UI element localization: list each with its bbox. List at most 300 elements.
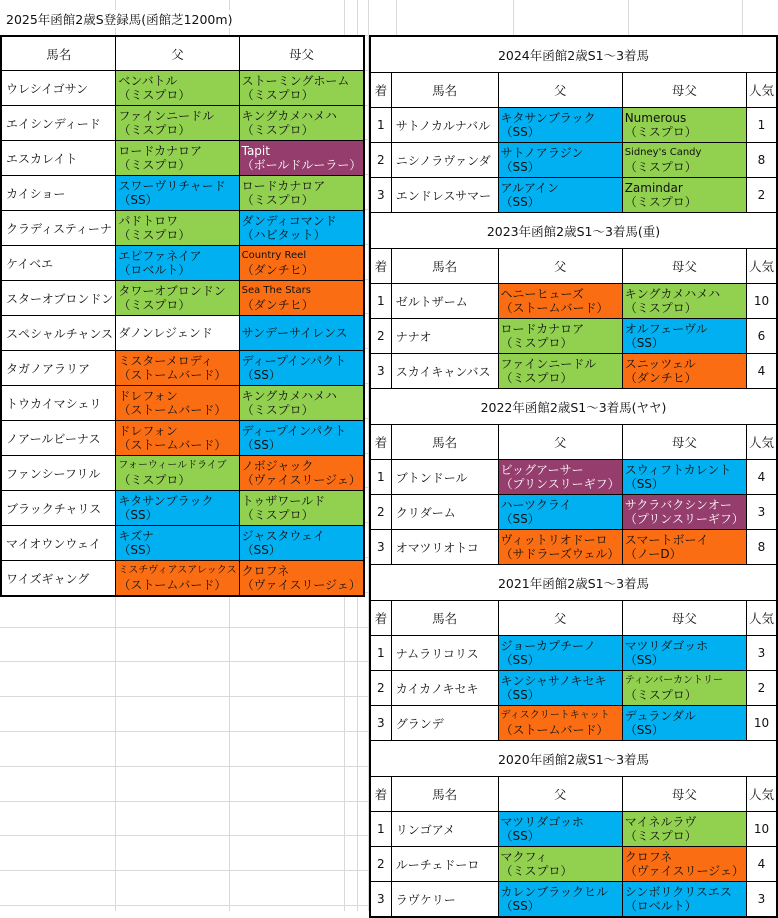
sire-cell	[116, 71, 239, 106]
popularity-rank: 4	[746, 847, 777, 882]
broodmare-sire-cell	[239, 141, 364, 176]
sire-cell-lineage: （SS）	[500, 125, 540, 139]
broodmare-sire-cell-name: スマートボーイ	[624, 533, 709, 547]
header-sire: 父	[116, 36, 239, 71]
header-rank: 着	[370, 249, 391, 284]
broodmare-sire-cell-name: ストーミングホーム	[241, 74, 350, 88]
broodmare-sire-cell-lineage: （ハビタット）	[241, 228, 326, 242]
broodmare-sire-cell	[622, 108, 746, 143]
header-popularity: 人気	[746, 601, 777, 636]
sire-cell	[498, 178, 622, 213]
registered-row	[1, 176, 364, 211]
popularity-rank: 3	[746, 882, 777, 918]
broodmare-sire-cell-lineage: （ミスプロ）	[241, 508, 314, 522]
broodmare-sire-cell-lineage: （ミスプロ）	[624, 829, 697, 843]
broodmare-sire-cell-lineage: （ミスプロ）	[241, 88, 314, 102]
broodmare-sire-cell-lineage: （ボールドルーラー）	[241, 158, 362, 172]
broodmare-sire-cell-name: デュランダル	[624, 709, 696, 723]
sire-cell-name: マツリダゴッホ	[500, 815, 584, 829]
broodmare-sire-cell-lineage: （ミスプロ）	[624, 301, 697, 315]
horse-name: ファンシーフリル	[1, 456, 116, 491]
broodmare-sire-cell-lineage: （ダンチヒ）	[241, 263, 314, 277]
header-broodmare-sire: 母父	[239, 36, 364, 71]
sire-cell-lineage: （ミスプロ）	[118, 228, 191, 242]
result-row	[370, 460, 777, 495]
broodmare-sire-cell-name: Numerous	[624, 111, 687, 125]
sire-cell-lineage: （SS）	[118, 508, 158, 522]
sire-cell	[116, 456, 239, 491]
horse-name: ブラックチャリス	[1, 491, 116, 526]
sire-cell-name: ファインニードル	[118, 109, 215, 123]
sire-cell-lineage: （ミスプロ）	[118, 123, 191, 137]
result-row	[370, 284, 777, 319]
broodmare-sire-cell-lineage: （ロベルト）	[624, 899, 697, 913]
sire-cell-lineage: （ストームバード）	[500, 723, 609, 737]
broodmare-sire-cell	[622, 706, 746, 741]
header-horse-name: 馬名	[391, 249, 498, 284]
broodmare-sire-cell-name: サクラバクシンオー	[624, 498, 732, 512]
sire-cell-lineage: （SS）	[500, 688, 540, 702]
header-rank: 着	[370, 601, 391, 636]
sire-cell-name: アルアイン	[500, 181, 559, 195]
sire-cell-lineage: （ミスプロ）	[118, 473, 191, 487]
sire-cell	[116, 421, 239, 456]
sire-cell-name: キンシャサノキセキ	[500, 674, 607, 688]
sire-cell-name: キタサンブラック	[118, 494, 214, 508]
broodmare-sire-cell	[239, 106, 364, 141]
broodmare-sire-cell-lineage: （ダンチヒ）	[624, 371, 697, 385]
sire-cell-lineage: （ストームバード）	[118, 403, 227, 417]
broodmare-sire-cell-name: Tapit	[241, 144, 270, 158]
header-sire: 父	[498, 601, 622, 636]
sire-cell-name: マクフィ	[500, 850, 548, 864]
result-section-title: 2021年函館2歳S1～3着馬	[370, 565, 777, 601]
sire-cell	[116, 281, 239, 316]
broodmare-sire-cell-name: ノボジャック	[241, 459, 314, 473]
sire-cell-lineage: （ミスプロ）	[118, 298, 191, 312]
result-row	[370, 530, 777, 565]
popularity-rank: 2	[746, 671, 777, 706]
result-header-row	[370, 777, 777, 812]
header-popularity: 人気	[746, 249, 777, 284]
sire-cell-name: ビッグアーサー	[500, 463, 584, 477]
result-section-title: 2024年函館2歳S1～3着馬	[370, 36, 777, 73]
horse-name: ゼルトザーム	[391, 284, 498, 319]
broodmare-sire-cell	[239, 176, 364, 211]
broodmare-sire-cell	[239, 456, 364, 491]
broodmare-sire-cell-name: ティンバーカントリー	[624, 675, 723, 686]
broodmare-sire-cell-name: トゥザワールド	[241, 494, 326, 508]
broodmare-sire-cell-name: マイネルラヴ	[624, 815, 697, 829]
sire-cell-name: ロードカナロア	[118, 144, 203, 158]
registered-row	[1, 316, 364, 351]
header-popularity: 人気	[746, 73, 777, 108]
header-popularity: 人気	[746, 425, 777, 460]
finish-rank: 3	[370, 178, 391, 213]
broodmare-sire-cell-name: クロフネ	[241, 564, 290, 578]
sire-cell-lineage: （ミスプロ）	[500, 371, 573, 385]
result-row	[370, 354, 777, 389]
broodmare-sire-cell	[239, 246, 364, 281]
popularity-rank: 3	[746, 636, 777, 671]
finish-rank: 1	[370, 636, 391, 671]
sire-cell	[116, 246, 239, 281]
sire-cell	[498, 530, 622, 565]
registered-row	[1, 421, 364, 456]
sire-cell	[116, 491, 239, 526]
sire-cell-name: キズナ	[118, 529, 154, 543]
broodmare-sire-cell-lineage: （ミスプロ）	[624, 160, 697, 174]
horse-name: ケイベエ	[1, 246, 116, 281]
sire-cell	[116, 176, 239, 211]
sire-cell-name: サトノアラジン	[500, 146, 584, 160]
broodmare-sire-cell-name: ロードカナロア	[241, 179, 326, 193]
registered-row	[1, 386, 364, 421]
sire-cell-lineage: （SS）	[500, 195, 540, 209]
sire-cell-lineage: （SS）	[500, 829, 540, 843]
sire-cell-lineage: （SS）	[118, 193, 158, 207]
sire-cell-lineage: （ミスプロ）	[500, 864, 573, 878]
header-broodmare-sire: 母父	[622, 601, 746, 636]
sire-cell	[498, 108, 622, 143]
horse-name: ワイズギャング	[1, 561, 116, 597]
sire-cell-lineage: （ストームバード）	[118, 578, 227, 592]
broodmare-sire-cell-lineage: （SS）	[624, 723, 664, 737]
registered-row	[1, 246, 364, 281]
popularity-rank: 4	[746, 354, 777, 389]
broodmare-sire-cell-lineage: （ヴァイスリージェ）	[624, 864, 744, 878]
horse-name: サトノカルナバル	[391, 108, 498, 143]
broodmare-sire-cell-lineage: （ミスプロ）	[241, 193, 314, 207]
broodmare-sire-cell	[622, 812, 746, 847]
finish-rank: 3	[370, 882, 391, 918]
sire-cell-name: エピファネイア	[118, 249, 202, 263]
broodmare-sire-cell	[622, 495, 746, 530]
finish-rank: 1	[370, 812, 391, 847]
sire-cell-lineage: （ミスプロ）	[118, 88, 191, 102]
header-rank: 着	[370, 425, 391, 460]
sire-cell-name: ロードカナロア	[500, 322, 585, 336]
result-header-row	[370, 249, 777, 284]
header-horse-name: 馬名	[391, 73, 498, 108]
result-section-title: 2022年函館2歳S1～3着馬(ヤヤ)	[370, 389, 777, 425]
result-row	[370, 108, 777, 143]
broodmare-sire-cell-lineage: （ミスプロ）	[241, 403, 314, 417]
popularity-rank: 8	[746, 530, 777, 565]
sire-cell	[116, 211, 239, 246]
broodmare-sire-cell	[622, 460, 746, 495]
broodmare-sire-cell-name: Country Reel	[241, 250, 307, 261]
sire-cell-name: ミスターメロディ	[118, 354, 213, 368]
broodmare-sire-cell	[239, 281, 364, 316]
broodmare-sire-cell-lineage: （SS）	[624, 336, 664, 350]
popularity-rank: 3	[746, 495, 777, 530]
sire-cell	[498, 671, 622, 706]
broodmare-sire-cell	[622, 530, 746, 565]
result-header-row	[370, 601, 777, 636]
broodmare-sire-cell-name: ディープインパクト	[241, 424, 347, 438]
horse-name: スカイキャンバス	[391, 354, 498, 389]
sire-cell-lineage: （ストームバード）	[500, 301, 609, 315]
horse-name: オマツリオトコ	[391, 530, 498, 565]
header-rank: 着	[370, 777, 391, 812]
result-row	[370, 319, 777, 354]
broodmare-sire-cell-name: マツリダゴッホ	[624, 639, 709, 653]
sire-cell-lineage: （SS）	[500, 160, 540, 174]
broodmare-sire-cell	[239, 71, 364, 106]
registered-row	[1, 561, 364, 597]
broodmare-sire-cell-name: サンデーサイレンス	[241, 326, 348, 340]
broodmare-sire-cell	[622, 178, 746, 213]
registered-horses-table	[0, 35, 365, 597]
broodmare-sire-cell	[622, 671, 746, 706]
sire-cell-lineage: （SS）	[500, 653, 540, 667]
sire-cell-lineage: （ストームバード）	[118, 368, 227, 382]
registered-row	[1, 211, 364, 246]
sire-cell-lineage: （SS）	[118, 543, 158, 557]
finish-rank: 2	[370, 495, 391, 530]
broodmare-sire-cell	[239, 561, 364, 597]
sire-cell	[116, 351, 239, 386]
registered-row	[1, 141, 364, 176]
broodmare-sire-cell	[239, 211, 364, 246]
horse-name: クリダーム	[391, 495, 498, 530]
result-row	[370, 178, 777, 213]
horse-name: ルーチェドーロ	[391, 847, 498, 882]
sire-cell-name: ミスチヴィアスアレックス	[118, 565, 237, 576]
registered-row	[1, 71, 364, 106]
horse-name: エンドレスサマー	[391, 178, 498, 213]
sire-cell	[116, 106, 239, 141]
header-broodmare-sire: 母父	[622, 249, 746, 284]
sire-cell	[116, 561, 239, 597]
sire-cell	[116, 526, 239, 561]
broodmare-sire-cell-name: ジャスタウェイ	[241, 529, 325, 543]
past-results-table	[369, 35, 778, 918]
result-section-title-row	[370, 565, 777, 601]
finish-rank: 1	[370, 460, 391, 495]
sire-cell-lineage: （サドラーズウェル）	[500, 547, 620, 561]
registered-row	[1, 456, 364, 491]
result-row	[370, 636, 777, 671]
broodmare-sire-cell	[239, 526, 364, 561]
broodmare-sire-cell-lineage: （ミスプロ）	[624, 195, 697, 209]
horse-name: ブトンドール	[391, 460, 498, 495]
finish-rank: 2	[370, 847, 391, 882]
sire-cell	[498, 460, 622, 495]
horse-name: エイシンディード	[1, 106, 116, 141]
horse-name: カイショー	[1, 176, 116, 211]
horse-name: リンゴアメ	[391, 812, 498, 847]
horse-name: ナナオ	[391, 319, 498, 354]
broodmare-sire-cell-lineage: （SS）	[241, 543, 281, 557]
sire-cell-name: ディスクリートキャット	[500, 710, 610, 721]
horse-name: タガノアラリア	[1, 351, 116, 386]
horse-name: トウカイマシェリ	[1, 386, 116, 421]
broodmare-sire-cell-lineage: （ダンチヒ）	[241, 298, 314, 312]
sire-cell-name: キタサンブラック	[500, 111, 596, 125]
header-sire: 父	[498, 73, 622, 108]
broodmare-sire-cell	[622, 882, 746, 918]
broodmare-sire-cell	[622, 354, 746, 389]
broodmare-sire-cell	[622, 847, 746, 882]
horse-name: クラディスティーナ	[1, 211, 116, 246]
sire-cell-name: ジョーカプチーノ	[500, 639, 596, 653]
result-section-title: 2020年函館2歳S1～3着馬	[370, 741, 777, 777]
sire-cell	[498, 812, 622, 847]
header-horse-name: 馬名	[391, 425, 498, 460]
broodmare-sire-cell-lineage: （SS）	[241, 438, 281, 452]
result-section-title-row	[370, 741, 777, 777]
sire-cell	[498, 495, 622, 530]
sire-cell	[498, 354, 622, 389]
broodmare-sire-cell-lineage: （ヴァイスリージェ）	[241, 473, 361, 487]
sire-cell-lineage: （SS）	[500, 512, 540, 526]
horse-name: ニシノラヴァンダ	[391, 143, 498, 178]
finish-rank: 3	[370, 706, 391, 741]
broodmare-sire-cell-name: スニッツェル	[624, 357, 696, 371]
horse-name: カイカノキセキ	[391, 671, 498, 706]
horse-name: ラヴケリー	[391, 882, 498, 918]
sire-cell-lineage: （ミスプロ）	[118, 158, 191, 172]
header-horse-name: 馬名	[391, 777, 498, 812]
sire-cell	[498, 706, 622, 741]
popularity-rank: 10	[746, 706, 777, 741]
finish-rank: 3	[370, 530, 391, 565]
popularity-rank: 6	[746, 319, 777, 354]
header-sire: 父	[498, 777, 622, 812]
sire-cell-lineage: （ロベルト）	[118, 263, 191, 277]
broodmare-sire-cell-name: キングカメハメハ	[624, 287, 721, 301]
header-horse-name: 馬名	[391, 601, 498, 636]
broodmare-sire-cell-name: Sidney's Candy	[624, 147, 702, 158]
registered-row	[1, 106, 364, 141]
result-header-row	[370, 425, 777, 460]
broodmare-sire-cell-lineage: （SS）	[241, 368, 281, 382]
result-header-row	[370, 73, 777, 108]
broodmare-sire-cell	[239, 421, 364, 456]
result-section-title-row	[370, 389, 777, 425]
result-row	[370, 495, 777, 530]
result-row	[370, 812, 777, 847]
horse-name: グランデ	[391, 706, 498, 741]
sire-cell-name: フォーウィールドライブ	[118, 460, 227, 471]
sire-cell	[498, 319, 622, 354]
sire-cell-name: ドレフォン	[118, 424, 178, 438]
finish-rank: 1	[370, 108, 391, 143]
popularity-rank: 2	[746, 178, 777, 213]
sire-cell-name: タワーオブロンドン	[118, 284, 226, 298]
registered-header-row	[1, 36, 364, 71]
horse-name: マイオウンウェイ	[1, 526, 116, 561]
broodmare-sire-cell-name: クロフネ	[624, 850, 673, 864]
header-popularity: 人気	[746, 777, 777, 812]
registered-row	[1, 351, 364, 386]
broodmare-sire-cell	[622, 143, 746, 178]
header-broodmare-sire: 母父	[622, 777, 746, 812]
finish-rank: 2	[370, 143, 391, 178]
horse-name: エスカレイト	[1, 141, 116, 176]
sire-cell-name: ヘニーヒューズ	[500, 287, 584, 301]
finish-rank: 3	[370, 354, 391, 389]
broodmare-sire-cell-lineage: （ミスプロ）	[624, 688, 697, 702]
broodmare-sire-cell	[622, 636, 746, 671]
horse-name: ナムラリコリス	[391, 636, 498, 671]
sire-cell-name: スワーヴリチャード	[118, 179, 226, 193]
sire-cell	[498, 847, 622, 882]
sire-cell-lineage: （SS）	[500, 899, 540, 913]
sire-cell	[498, 636, 622, 671]
sire-cell-name: カレンブラックヒル	[500, 885, 608, 899]
finish-rank: 2	[370, 671, 391, 706]
sire-cell-name: ダノンレジェンド	[118, 326, 213, 340]
result-section-title: 2023年函館2歳S1～3着馬(重)	[370, 213, 777, 249]
sire-cell-lineage: （プリンスリーギフ）	[500, 477, 620, 491]
result-row	[370, 847, 777, 882]
broodmare-sire-cell-lineage: （ミスプロ）	[241, 123, 314, 137]
sire-cell-name: ファインニードル	[500, 357, 597, 371]
broodmare-sire-cell-lineage: （ミスプロ）	[624, 125, 697, 139]
sire-cell-name: ドレフォン	[118, 389, 178, 403]
sire-cell-lineage: （ストームバード）	[118, 438, 227, 452]
horse-name: スターオブロンドン	[1, 281, 116, 316]
sire-cell-name: パドトロワ	[118, 214, 179, 228]
broodmare-sire-cell-lineage: （SS）	[624, 477, 664, 491]
broodmare-sire-cell-name: Zamindar	[624, 181, 683, 195]
sire-cell-name: ヴィットリオドーロ	[500, 533, 608, 547]
page-title: 2025年函館2歳S登録馬(函館芝1200m)	[6, 12, 233, 27]
registered-row	[1, 281, 364, 316]
result-row	[370, 706, 777, 741]
sire-cell	[116, 386, 239, 421]
sire-cell	[116, 316, 239, 351]
horse-name: ウレシイゴサン	[1, 71, 116, 106]
header-broodmare-sire: 母父	[622, 425, 746, 460]
broodmare-sire-cell	[239, 351, 364, 386]
popularity-rank: 8	[746, 143, 777, 178]
popularity-rank: 10	[746, 812, 777, 847]
result-row	[370, 882, 777, 918]
sire-cell-name: ベンバトル	[118, 74, 178, 88]
header-sire: 父	[498, 249, 622, 284]
broodmare-sire-cell-name: キングカメハメハ	[241, 389, 338, 403]
registered-row	[1, 491, 364, 526]
broodmare-sire-cell-name: キングカメハメハ	[241, 109, 338, 123]
broodmare-sire-cell	[622, 319, 746, 354]
broodmare-sire-cell	[239, 316, 364, 351]
broodmare-sire-cell-name: オルフェーヴル	[624, 322, 708, 336]
sire-cell	[498, 143, 622, 178]
result-row	[370, 671, 777, 706]
header-rank: 着	[370, 73, 391, 108]
horse-name: スペシャルチャンス	[1, 316, 116, 351]
sire-cell	[498, 882, 622, 918]
popularity-rank: 10	[746, 284, 777, 319]
horse-name: ノアールビーナス	[1, 421, 116, 456]
result-section-title-row	[370, 213, 777, 249]
broodmare-sire-cell-name: ダンディコマンド	[241, 214, 337, 228]
finish-rank: 2	[370, 319, 391, 354]
header-sire: 父	[498, 425, 622, 460]
result-section-title-row	[370, 36, 777, 73]
broodmare-sire-cell	[239, 491, 364, 526]
broodmare-sire-cell	[239, 386, 364, 421]
broodmare-sire-cell-name: スウィフトカレント	[624, 463, 732, 477]
finish-rank: 1	[370, 284, 391, 319]
broodmare-sire-cell-name: Sea The Stars	[241, 285, 311, 296]
sire-cell-name: ハーツクライ	[500, 498, 572, 512]
registered-row	[1, 526, 364, 561]
